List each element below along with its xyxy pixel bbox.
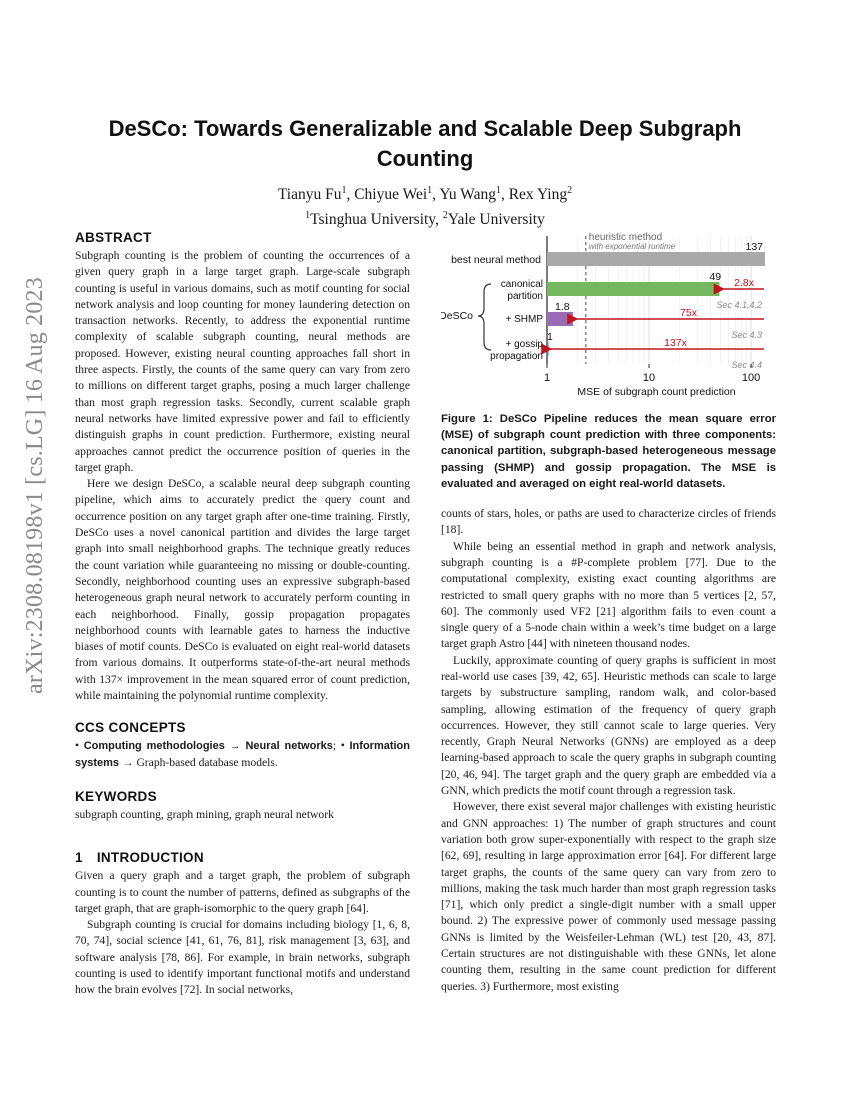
bar-value-label: 1.8	[555, 301, 570, 313]
keywords-text: subgraph counting, graph mining, graph neural network	[75, 807, 334, 821]
section-ref: Sec 4.1,4.2	[716, 300, 762, 310]
author-name: Rex Ying	[508, 186, 568, 204]
category-label: + SHMP	[505, 314, 543, 325]
arxiv-stamp	[17, 276, 53, 694]
category-label: best neural method	[451, 254, 541, 266]
heuristic-label: heuristic method	[588, 232, 663, 243]
right-para-3: Luckily, approximate counting of query graphs is sufficient in most real-world use cases [39, 42, 65]. Heuristic methods can scale to large targets by substructure sampling, random walk, and color-based sampling, allowing estimation of the frequency of query graph occurrences. However, they still cannot scale to large queries. Very recently, Graph Neural Networks (GNNs) are employed as a deep learning-based approach to scale the query graphs in subgraph counting [20, 46, 94]. The target graph and the query graph are embedded via a GNN, which predicts the motif count through a regression task.	[441, 653, 776, 798]
ccs-bullet-1: Computing methodologies → Neural networks	[83, 740, 333, 753]
right-para-4: However, there exist several major challenges with existing heuristic and GNN approaches: 1) The number of graph structures and count variation both grow super-exponentially with respect to the graph size [62, 69], resulting in large approximation error [64]. For different large target graphs, the counts of the same query can vary from zero to millions, making the task much harder than most graph regression tasks [71], which only predict a single-digit number with a small upper bound. 2) The expressive power of commonly used message passing GNNs is limited by the Weisfeiler-Lehman (WL) test [20, 43, 87]. Certain structures are not distinguishable with these GNNs, let alone counting them, resulting in the same count prediction for different queries. 3) Furthermore, most existing	[441, 800, 776, 993]
author-sup: 1	[341, 185, 347, 196]
author-sep: ,	[500, 186, 509, 204]
author-sup: 1	[495, 185, 501, 196]
keywords-heading: KEYWORDS	[75, 788, 157, 804]
left-column	[75, 230, 410, 999]
bar-3	[547, 312, 573, 326]
bar-1	[547, 252, 765, 266]
affiliation: Yale University	[447, 211, 545, 229]
heuristic-sublabel: with exponential runtime	[588, 242, 676, 251]
intro-heading	[75, 850, 410, 865]
author-sup: 2	[567, 185, 573, 196]
bar-2	[547, 282, 719, 296]
author-sup: 1	[427, 185, 433, 196]
ccs-bullet-2: Information systems	[75, 740, 410, 769]
category-label: canonical	[500, 279, 543, 290]
paper-title: DeSCo: Towards Generalizable and Scalable Deep Subgraph Counting	[108, 116, 742, 171]
ccs-heading: CCS CONCEPTS	[75, 720, 186, 736]
improvement-label: 137x	[664, 337, 687, 349]
section-ref: Sec 4.4	[731, 360, 762, 370]
bar-value-label: 137	[745, 241, 764, 253]
improvement-label: 2.8x	[734, 277, 754, 289]
desco-brace	[478, 284, 491, 350]
category-label: propagation	[490, 351, 543, 362]
ccs-sep: ; •	[332, 739, 350, 753]
intro-para-1: Given a query graph and a target graph, the problem of subgraph counting is to count the number of patterns, defined as subgraphs of the target graph, that are graph-isomorphic to the query graph [64].	[75, 869, 410, 915]
section-title: INTRODUCTION	[96, 850, 204, 866]
x-tick-label: 10	[642, 372, 656, 384]
arxiv-stamp-text: arXiv:2308.08198v1 [cs.LG] 16 Aug 2023	[21, 276, 48, 694]
affil-sup: 1	[305, 210, 311, 222]
abstract-para-1: Subgraph counting is the problem of counting the occurrences of a given query graph in a large target graph. Large-scale subgraph counting is useful in various domains, such as motif counting for social network analysis and loop counting for money laundering detection on transaction networks. Recently, to address the exponential runtime complexity of scalable subgraph counting, neural methods are proposed. However, existing neural counting approaches fall short in three aspects. Firstly, the counts of the same query can vary from zero to millions on different target graphs, posing a much larger challenge than most graph regression tasks. Secondly, current scalable graph neural networks have limited expressive power and fail to efficiently distinguish graphs in count prediction. Furthermore, existing neural approaches cannot predict the occurrence position of queries in the target graph.	[75, 249, 410, 474]
affiliation: Tsinghua University	[310, 211, 436, 229]
bar-4	[547, 342, 549, 356]
abstract-para-2: Here we design DeSCo, a scalable neural deep subgraph counting pipeline, which aims to accurately predict the query count and occurrence position on any target graph after one-time training. Firstly, DeSCo uses a novel canonical partition and divides the large target graph into small neighborhood graphs. The technique greatly reduces the count variation while guaranteeing no missing or double-counting. Secondly, neighborhood counting uses an expressive subgraph-based heterogeneous graph neural network to accurately perform counting in each neighborhood. Finally, gossip propagation propagates neighborhood counts with learnable gates to harness the inductive biases of motif counts. DeSCo is evaluated on eight real-world datasets from various domains. It outperforms state-of-the-art neural methods with 137× improvement in the mean squared error of count prediction, while maintaining the polynomial runtime complexity.	[75, 477, 410, 703]
category-label: partition	[507, 291, 543, 302]
right-para-1: counts of stars, holes, or paths are used to characterize circles of friends [18].	[441, 507, 776, 537]
ccs-tail: → Graph-based database models.	[119, 755, 278, 769]
category-label: + gossip	[505, 339, 543, 350]
section-number: 1	[75, 850, 83, 866]
figure-1	[441, 230, 776, 405]
intro-para-2: Subgraph counting is crucial for domains including biology [1, 6, 8, 70, 74], social science [41, 61, 76, 81], risk management [3, 63], and software analysis [78, 86]. For example, in brain networks, subgraph counting is used to identify important functional motifs and understand how the brain evolves [72]. In social networks,	[75, 918, 410, 997]
author-name: Yu Wang	[439, 186, 496, 204]
abstract-heading: ABSTRACT	[75, 230, 152, 245]
mse-bar-chart	[441, 230, 776, 405]
author-sep: ,	[346, 186, 355, 204]
section-ref: Sec 4.3	[731, 330, 762, 340]
x-axis-title: MSE of subgraph count prediction	[577, 386, 736, 398]
bar-value-label: 1	[547, 331, 553, 343]
author-name: Tianyu Fu	[277, 186, 342, 204]
desco-group-label: DeSCo	[441, 310, 473, 322]
x-tick-label: 100	[741, 372, 761, 384]
x-tick-label: 1	[543, 372, 551, 384]
right-column	[441, 230, 776, 995]
bar-value-label: 49	[709, 271, 722, 283]
author-sep: ,	[432, 186, 440, 204]
right-para-2: While being an essential method in graph and network analysis, subgraph counting is a #P-complete problem [77]. Due to the computational complexity, existing exact counting algorithms are restricted to small query graphs with no more than 5 vertices [2, 57, 60]. The commonly used VF2 [21] algorithm fails to even count a single query of a 5-node chain within a week’s time budget on a large target graph Astro [44] with nineteen thousand nodes.	[441, 539, 776, 651]
figure-caption: Figure 1: DeSCo Pipeline reduces the mean square error (MSE) of subgraph count prediction with three components: canonical partition, subgraph-based heterogeneous message passing (SHMP) and gossip propagation. The MSE is evaluated and averaged on eight real-world datasets.	[441, 413, 776, 490]
affiliation-list	[75, 205, 775, 230]
author-name: Chiyue Wei	[354, 186, 428, 204]
ccs-concepts: • Computing methodologies → Neural networks; • Information systems → Graph-based database models.	[75, 739, 410, 769]
author-block	[75, 180, 775, 230]
author-list	[75, 180, 775, 205]
affil-sup: 2	[442, 210, 448, 222]
improvement-label: 75x	[680, 307, 697, 319]
affil-sep: ,	[435, 211, 443, 229]
